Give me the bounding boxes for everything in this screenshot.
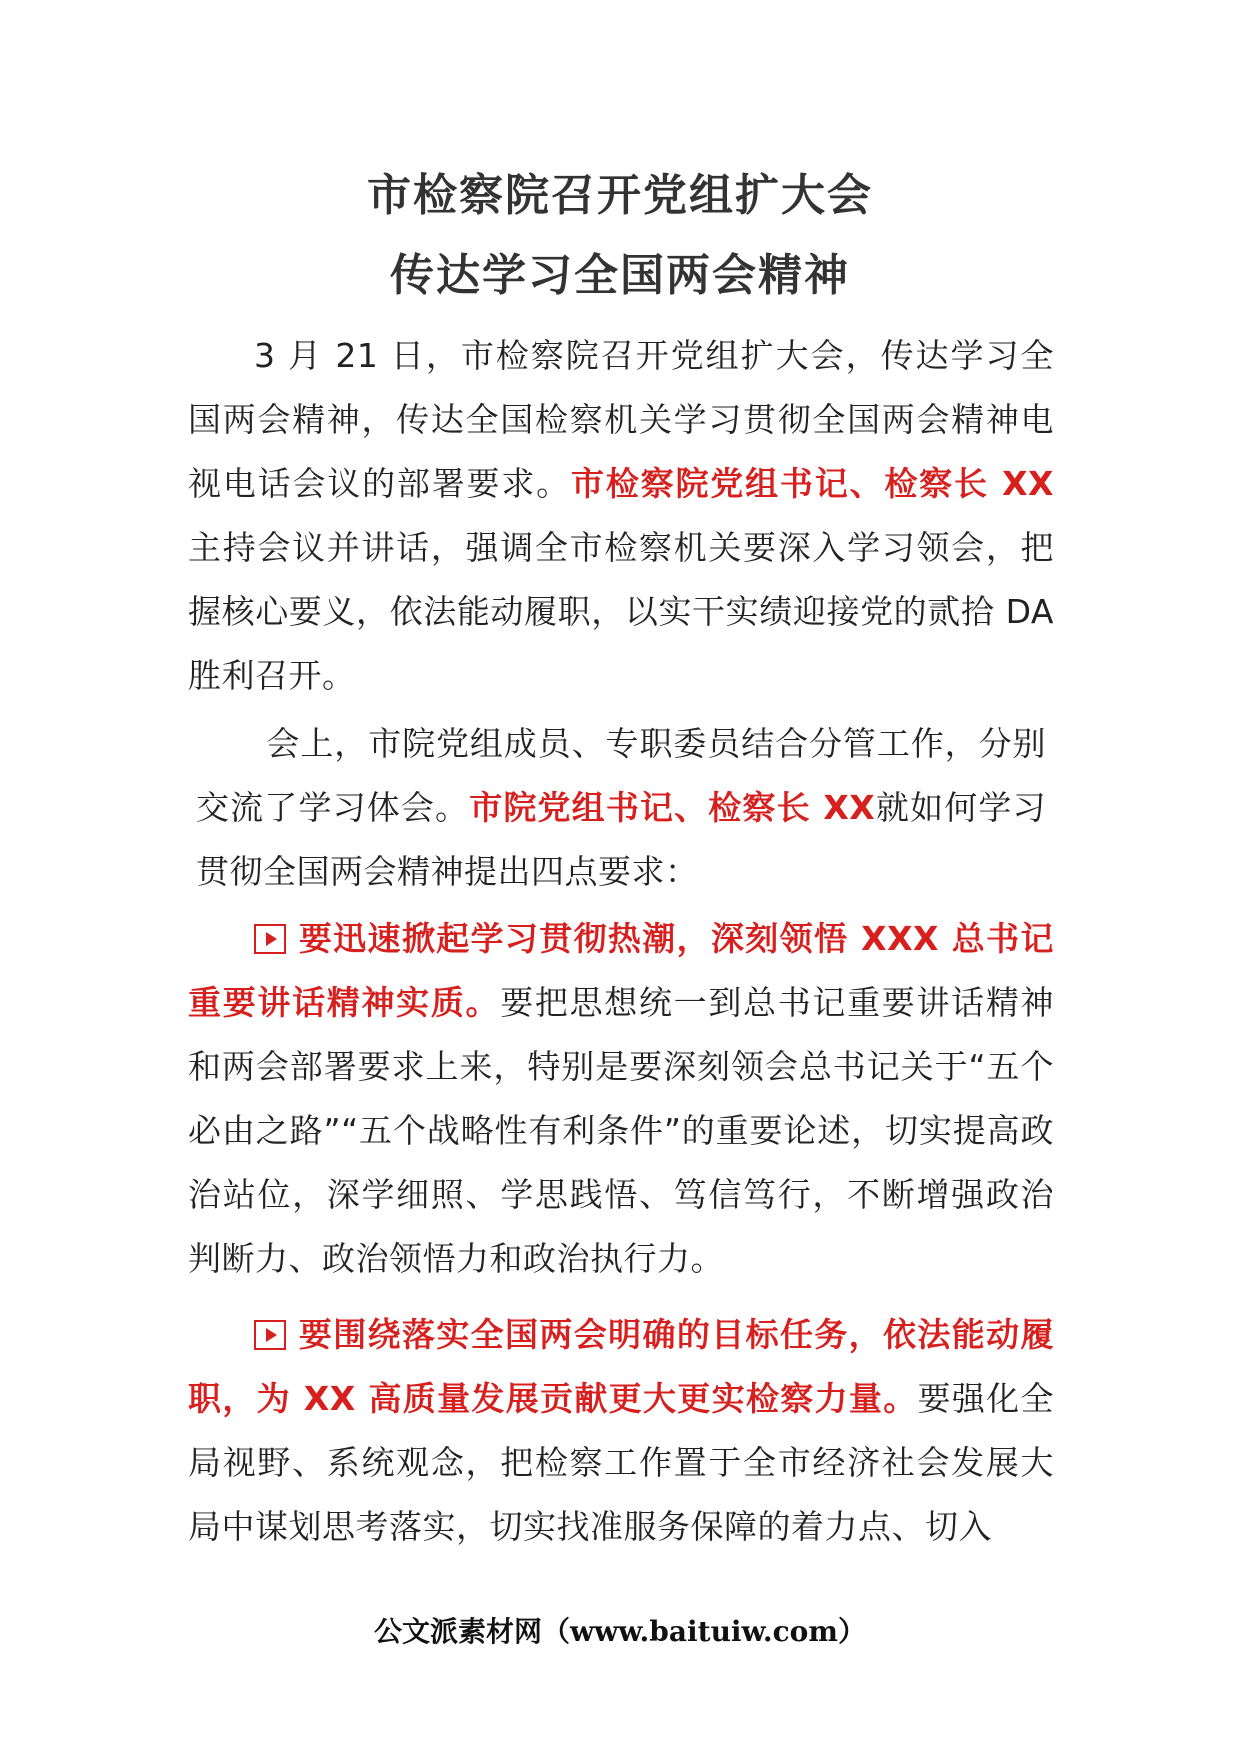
play-box-icon [254,1320,286,1350]
paragraph-1-text-b: 主持会议并讲话，强调全市检察机关要深入学习领会，把握核心要义，依法能动履职，以实干实绩迎接党的贰拾 DA 胜利召开。 [188,528,1054,695]
paragraph-1-emphasis: 市检察院党组书记、检察长 XX [571,464,1055,503]
play-box-icon [254,924,286,954]
paragraph-2-emphasis: 市院党组书记、检察长 XX [469,788,876,827]
paragraph-4-emphasis: 要围绕落实全国两会明确的目标任务，依法能动履职，为 XX 高质量发展贡献更大更实检察力量。 [188,1315,1054,1418]
footer-source: 公文派素材网（www.baituiw.com） [374,1615,866,1648]
page-title-line-2: 传达学习全国两会精神 [390,250,850,301]
paragraph-2-text-a: 会上，市院党组成员、专职委员结合分管工作，分别交流了学习体会。 [196,724,1046,827]
paragraph-3-text-b: 要把思想统一到总书记重要讲话精神和两会部署要求上来，特别是要深刻领会总书记关于“五个必由之路”“五个战略性有利条件”的重要论述，切实提高政治站位，深学细照、学思践悟、笃信笃行，不断增强政治判断力、政治领悟力和政治执行力。 [188,983,1054,1278]
paragraph-3 [188,907,1054,1291]
page-title-line-1: 市检察院召开党组扩大会 [367,170,873,221]
paragraph-1-text-a: 3 月 21 日，市检察院召开党组扩大会，传达学习全国两会精神，传达全国检察机关学习贯彻全国两会精神电视电话会议的部署要求。 [188,336,1054,503]
paragraph-2-text-b: 就如何学习贯彻全国两会精神提出四点要求： [196,788,1047,891]
paragraph-3-emphasis: 要迅速掀起学习贯彻热潮，深刻领悟 XXX 总书记重要讲话精神实质。 [188,919,1054,1022]
paragraph-4 [188,1303,1054,1559]
paragraph-4-text-b: 要强化全局视野、系统观念，把检察工作置于全市经济社会发展大局中谋划思考落实，切实找准服务保障的着力点、切入 [188,1379,1055,1546]
paragraph-1 [188,324,1054,708]
paragraph-2 [196,712,1046,904]
